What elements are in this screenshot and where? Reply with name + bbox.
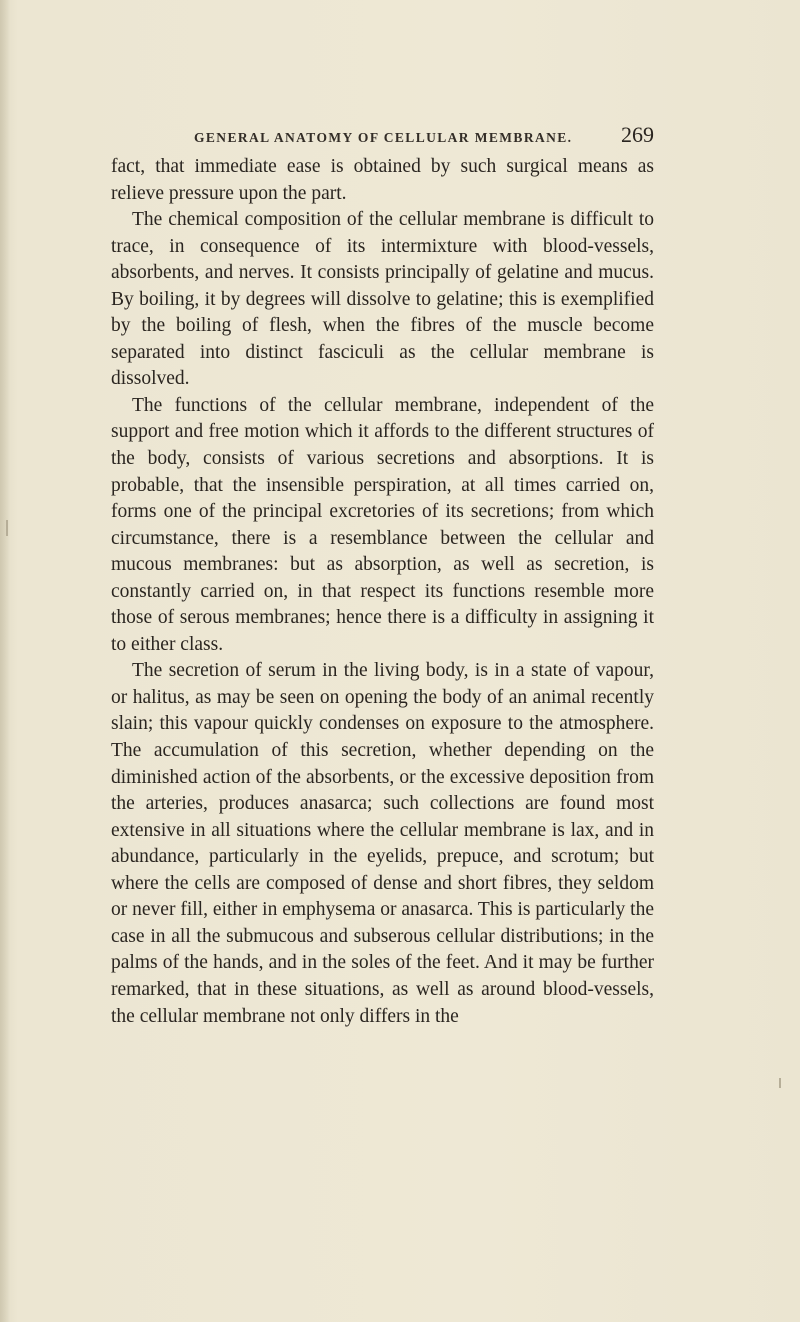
page-header bbox=[194, 122, 654, 148]
margin-tick-mark bbox=[6, 520, 8, 536]
page-number: 269 bbox=[621, 122, 654, 147]
running-head: GENERAL ANATOMY OF CELLULAR MEMBRANE. bbox=[194, 130, 573, 145]
binding-shadow bbox=[0, 0, 10, 1322]
margin-dot-mark bbox=[779, 1078, 781, 1088]
paragraph-1: fact, that immediate ease is obtained by such surgical means as relieve pressure upon the part. bbox=[111, 156, 654, 204]
paragraph-2: The chemical composition of the cellular membrane is difficult to trace, in consequence of its intermixture with blood-vessels, absorbents, and nerves. It consists principally of gelatine and mucus. By boiling, it by degrees will dissolve to gelatine; this is exemplified by the boiling of flesh, when the fibres of the muscle become separated into distinct fasciculi as the cellular membrane is dissolved. bbox=[111, 209, 654, 390]
paragraph-3: The functions of the cellular membrane, independent of the support and free motion which it affords to the different structures of the body, consists of various secretions and absorptions. It is probable, that the insensible perspiration, at all times carried on, forms one of the principal excretories of its secretions; from which circumstance, there is a resemblance between the cellular and mucous membranes: but as absorption, as well as secretion, is constantly carried on, in that respect its functions resemble more those of serous membranes; hence there is a difficulty in assigning it to either class. bbox=[111, 394, 654, 655]
paragraph-4: The secretion of serum in the living body, is in a state of vapour, or halitus, as may be seen on opening the body of an animal recently slain; this vapour quickly condenses on exposure to the atmosphere. The accumulation of this secretion, whether depending on the diminished action of the absorbents, or the excessive deposition from the arteries, produces anasarca; such collections are found most extensive in all situations where the cellular membrane is lax, and in abundance, particularly in the eyelids, prepuce, and scrotum; but where the cells are composed of dense and short fibres, they seldom or never fill, either in emphysema or anasarca. This is particularly the case in all the submucous and subserous cellular distributions; in the palms of the hands, and in the soles of the feet. And it may be further remarked, that in these situations, as well as around blood-vessels, the cellular membrane not only differs in the bbox=[111, 660, 654, 1027]
body-text bbox=[111, 154, 654, 1030]
